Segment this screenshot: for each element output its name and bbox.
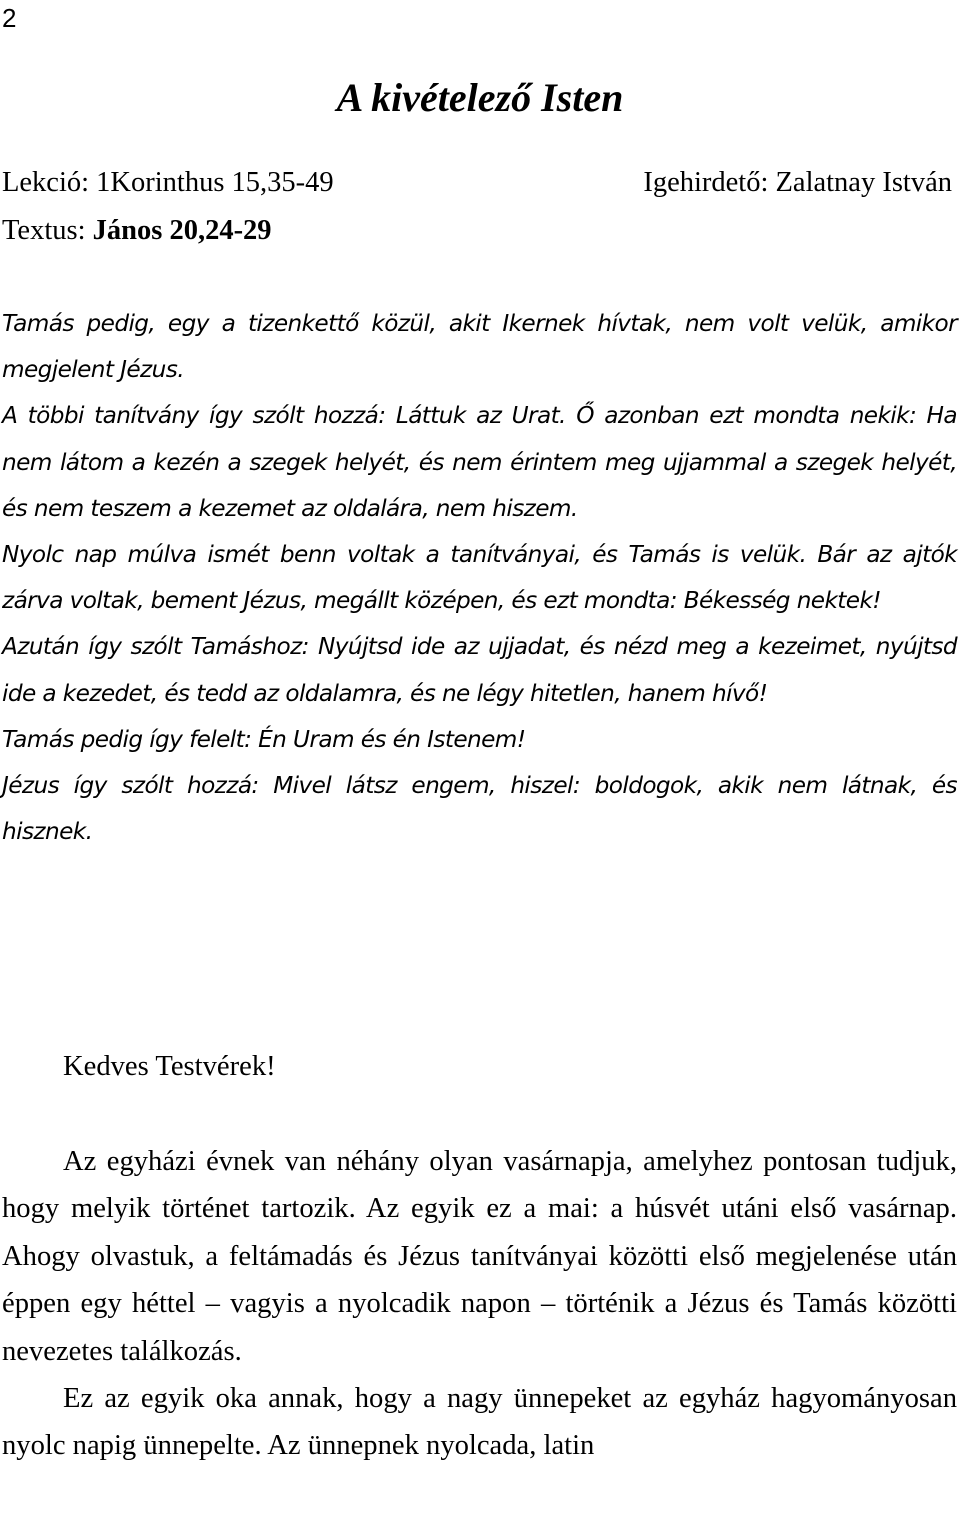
textus-value: János 20,24-29	[92, 215, 272, 246]
lekcio-label: Lekció:	[2, 167, 97, 198]
textus-label: Textus:	[2, 215, 93, 246]
sermon-meta-row	[2, 165, 952, 201]
igehirdeto	[643, 165, 952, 201]
greeting-block	[2, 1043, 957, 1090]
sermon-body	[2, 1138, 957, 1470]
body-paragraph: Ez az egyik oka annak, hogy a nagy ünnepeket az egyház hagyományosan nyolc napig ünnepelte. Az ünnepnek nyolcada, latin	[2, 1383, 957, 1462]
scripture-line: A többi tanítvány így szólt hozzá: Láttuk az Urat. Ő azonban ezt mondta nekik: Ha nem látom a kezén a szegek helyét, és nem érintem meg ujjammal a szegek helyét, és nem teszem a kezemet az oldalára, nem hiszem.	[2, 402, 957, 522]
lekcio-value: 1Korinthus 15,35-49	[96, 167, 334, 198]
igehirdeto-label: Igehirdető:	[643, 167, 776, 198]
greeting: Kedves Testvérek!	[63, 1051, 276, 1082]
scripture-line: Tamás pedig így felelt: Én Uram és én Istenem!	[2, 725, 526, 753]
lekcio	[2, 165, 334, 201]
page-title: A kivételező Isten	[336, 75, 624, 120]
scripture-line: Tamás pedig, egy a tizenkettő közül, akit Ikernek hívtak, nem volt velük, amikor megjelent Jézus.	[2, 310, 957, 384]
igehirdeto-value: Zalatnay István	[775, 167, 952, 198]
scripture-line: Azután így szólt Tamáshoz: Nyújtsd ide az ujjadat, és nézd meg a kezeimet, nyújtsd ide a kezedet, és tedd az oldalamra, és ne légy hitetlen, hanem hívő!	[2, 633, 957, 707]
page-number: 2	[2, 3, 17, 33]
scripture-line: Nyolc nap múlva ismét benn voltak a tanítványai, és Tamás is velük. Bár az ajtók zárva voltak, bement Jézus, megállt középen, és ezt mondta: Békesség nektek!	[2, 541, 957, 615]
body-paragraph: Az egyházi évnek van néhány olyan vasárnapja, amelyhez pontosan tudjuk, hogy melyik történet tartozik. Az egyik ez a mai: a húsvét utáni első vasárnap. Ahogy olvastuk, a feltámadás és Jézus tanítványai közötti első megjelenése után éppen egy héttel – vagyis a nyolcadik napon – történik a Jézus és Tamás közötti nevezetes találkozás.	[2, 1146, 957, 1367]
scripture-passage	[2, 301, 957, 855]
scripture-line: Jézus így szólt hozzá: Mivel látsz engem, hiszel: boldogok, akik nem látnak, és hisznek.	[2, 772, 957, 846]
textus	[2, 213, 952, 249]
